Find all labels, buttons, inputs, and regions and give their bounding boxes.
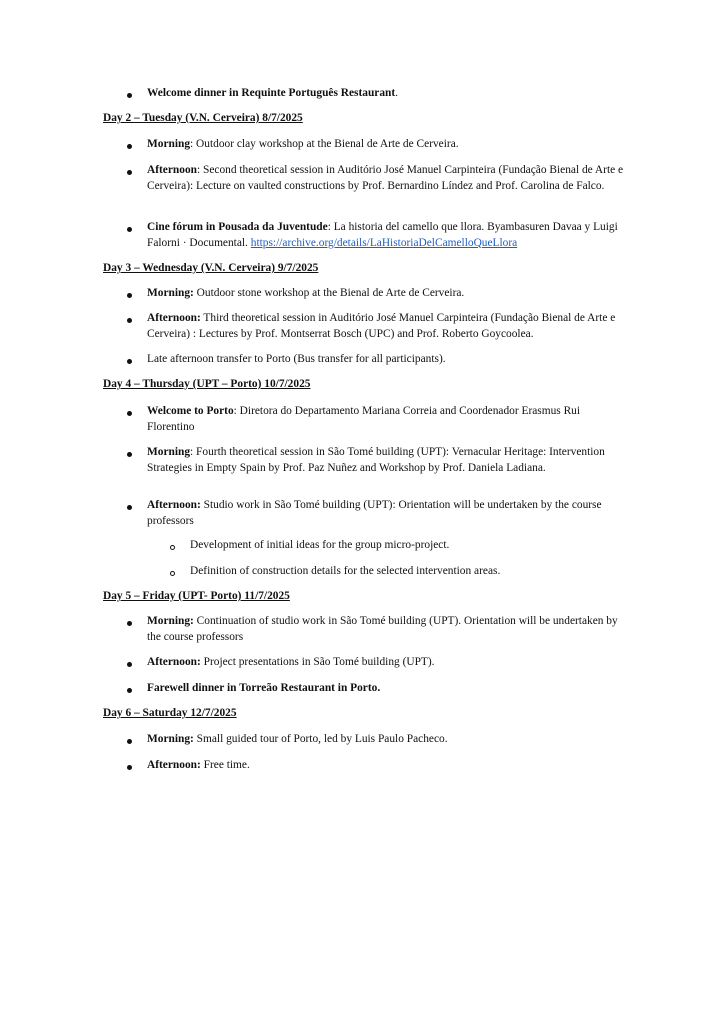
item-text: Late afternoon transfer to Porto (Bus transfer for all participants).: [147, 353, 446, 365]
item-label: Morning:: [147, 733, 194, 745]
bullet-icon: [127, 144, 132, 149]
item-label: Afternoon:: [147, 759, 201, 771]
item-text: Definition of construction details for the selected intervention areas.: [190, 565, 501, 577]
farewell-dinner-text: Farewell dinner in Torreão Restaurant in Porto.: [147, 682, 381, 694]
circle-bullet-icon: [170, 571, 175, 576]
circle-bullet-icon: [170, 545, 175, 550]
item-label: Welcome to Porto: [147, 405, 234, 417]
item-label: Afternoon: [147, 164, 197, 176]
list-item: [147, 758, 627, 774]
item-label: Afternoon:: [147, 656, 201, 668]
bullet-icon: [127, 411, 132, 416]
list-item: [147, 86, 627, 102]
item-label: Morning: [147, 138, 191, 150]
day4-heading: Day 4 – Thursday (UPT – Porto) 10/7/2025: [103, 378, 311, 390]
sub-list-item: [190, 538, 620, 554]
bullet-icon: [127, 359, 132, 364]
item-text: : La historia del camello que llora. Byambasuren Davaa y Luigi Falorni · Documental.: [147, 221, 618, 249]
item-label: Morning:: [147, 615, 194, 627]
list-item: [147, 163, 627, 194]
item-text: Third theoretical session in Auditório José Manuel Carpinteira (Fundação Bienal de Arte e Cerveira) : Lectures by Prof. Montserrat Bosch (UPC) and Prof. Roberto Goycoolea.: [147, 312, 616, 340]
item-text: Outdoor stone workshop at the Bienal de Arte de Cerveira.: [193, 287, 465, 299]
item-text: Small guided tour of Porto, led by Luis Paulo Pacheco.: [193, 733, 448, 745]
archive-link[interactable]: https://archive.org/details/LaHistoriaDelCamelloQueLlora: [250, 236, 518, 249]
item-text: Development of initial ideas for the group micro-project.: [190, 539, 450, 551]
welcome-dinner-text: Welcome dinner in Requinte Português Restaurant: [147, 87, 396, 99]
list-item: [147, 614, 627, 645]
item-text: Free time.: [200, 759, 250, 771]
item-text: Continuation of studio work in São Tomé building (UPT). Orientation will be undertaken by the course professors: [147, 615, 618, 643]
bullet-icon: [127, 688, 132, 693]
item-text: : Fourth theoretical session in São Tomé building (UPT): Vernacular Heritage: Intervention Strategies in Empty Spain by Prof. Paz Nuñez and Workshop by Prof. Daniela Ladiana.: [147, 446, 605, 474]
bullet-icon: [127, 93, 132, 98]
item-label: Morning: [147, 446, 191, 458]
punctuation: .: [395, 87, 399, 99]
list-item: [147, 220, 627, 251]
day3-heading: Day 3 – Wednesday (V.N. Cerveira) 9/7/2025: [103, 262, 319, 274]
list-item: [147, 404, 627, 435]
list-item: [147, 655, 627, 671]
bullet-icon: [127, 318, 132, 323]
item-text: : Diretora do Departamento Mariana Correia and Coordenador Erasmus Rui Florentino: [147, 405, 581, 433]
bullet-icon: [127, 739, 132, 744]
bullet-icon: [127, 293, 132, 298]
sub-list-item: [190, 564, 620, 580]
list-item: [147, 286, 627, 302]
item-text: Studio work in São Tomé building (UPT): Orientation will be undertaken by the course professors: [147, 499, 602, 527]
list-item: [147, 681, 627, 697]
bullet-icon: [127, 505, 132, 510]
day5-heading: Day 5 – Friday (UPT- Porto) 11/7/2025: [103, 590, 290, 602]
bullet-icon: [127, 170, 132, 175]
item-text: Project presentations in São Tomé building (UPT).: [200, 656, 435, 668]
day6-heading: Day 6 – Saturday 12/7/2025: [103, 707, 237, 719]
list-item: [147, 445, 627, 476]
item-text: : Second theoretical session in Auditório José Manuel Carpinteira (Fundação Bienal de Arte e Cerveira): Lecture on vaulted constructions by Prof. Bernardino Líndez and Prof. Carolina de Falco.: [147, 164, 624, 192]
item-label: Morning:: [147, 287, 194, 299]
list-item: [147, 311, 627, 342]
list-item: [147, 137, 627, 153]
bullet-icon: [127, 227, 132, 232]
item-label: Afternoon:: [147, 499, 201, 511]
bullet-icon: [127, 765, 132, 770]
list-item: [147, 352, 627, 368]
bullet-icon: [127, 452, 132, 457]
item-label: Cine fórum in Pousada da Juventude: [147, 221, 328, 233]
item-text: : Outdoor clay workshop at the Bienal de Arte de Cerveira.: [190, 138, 459, 150]
bullet-icon: [127, 662, 132, 667]
list-item: [147, 498, 627, 529]
day2-heading: Day 2 – Tuesday (V.N. Cerveira) 8/7/2025: [103, 112, 303, 124]
list-item: [147, 732, 627, 748]
item-label: Afternoon:: [147, 312, 201, 324]
bullet-icon: [127, 621, 132, 626]
